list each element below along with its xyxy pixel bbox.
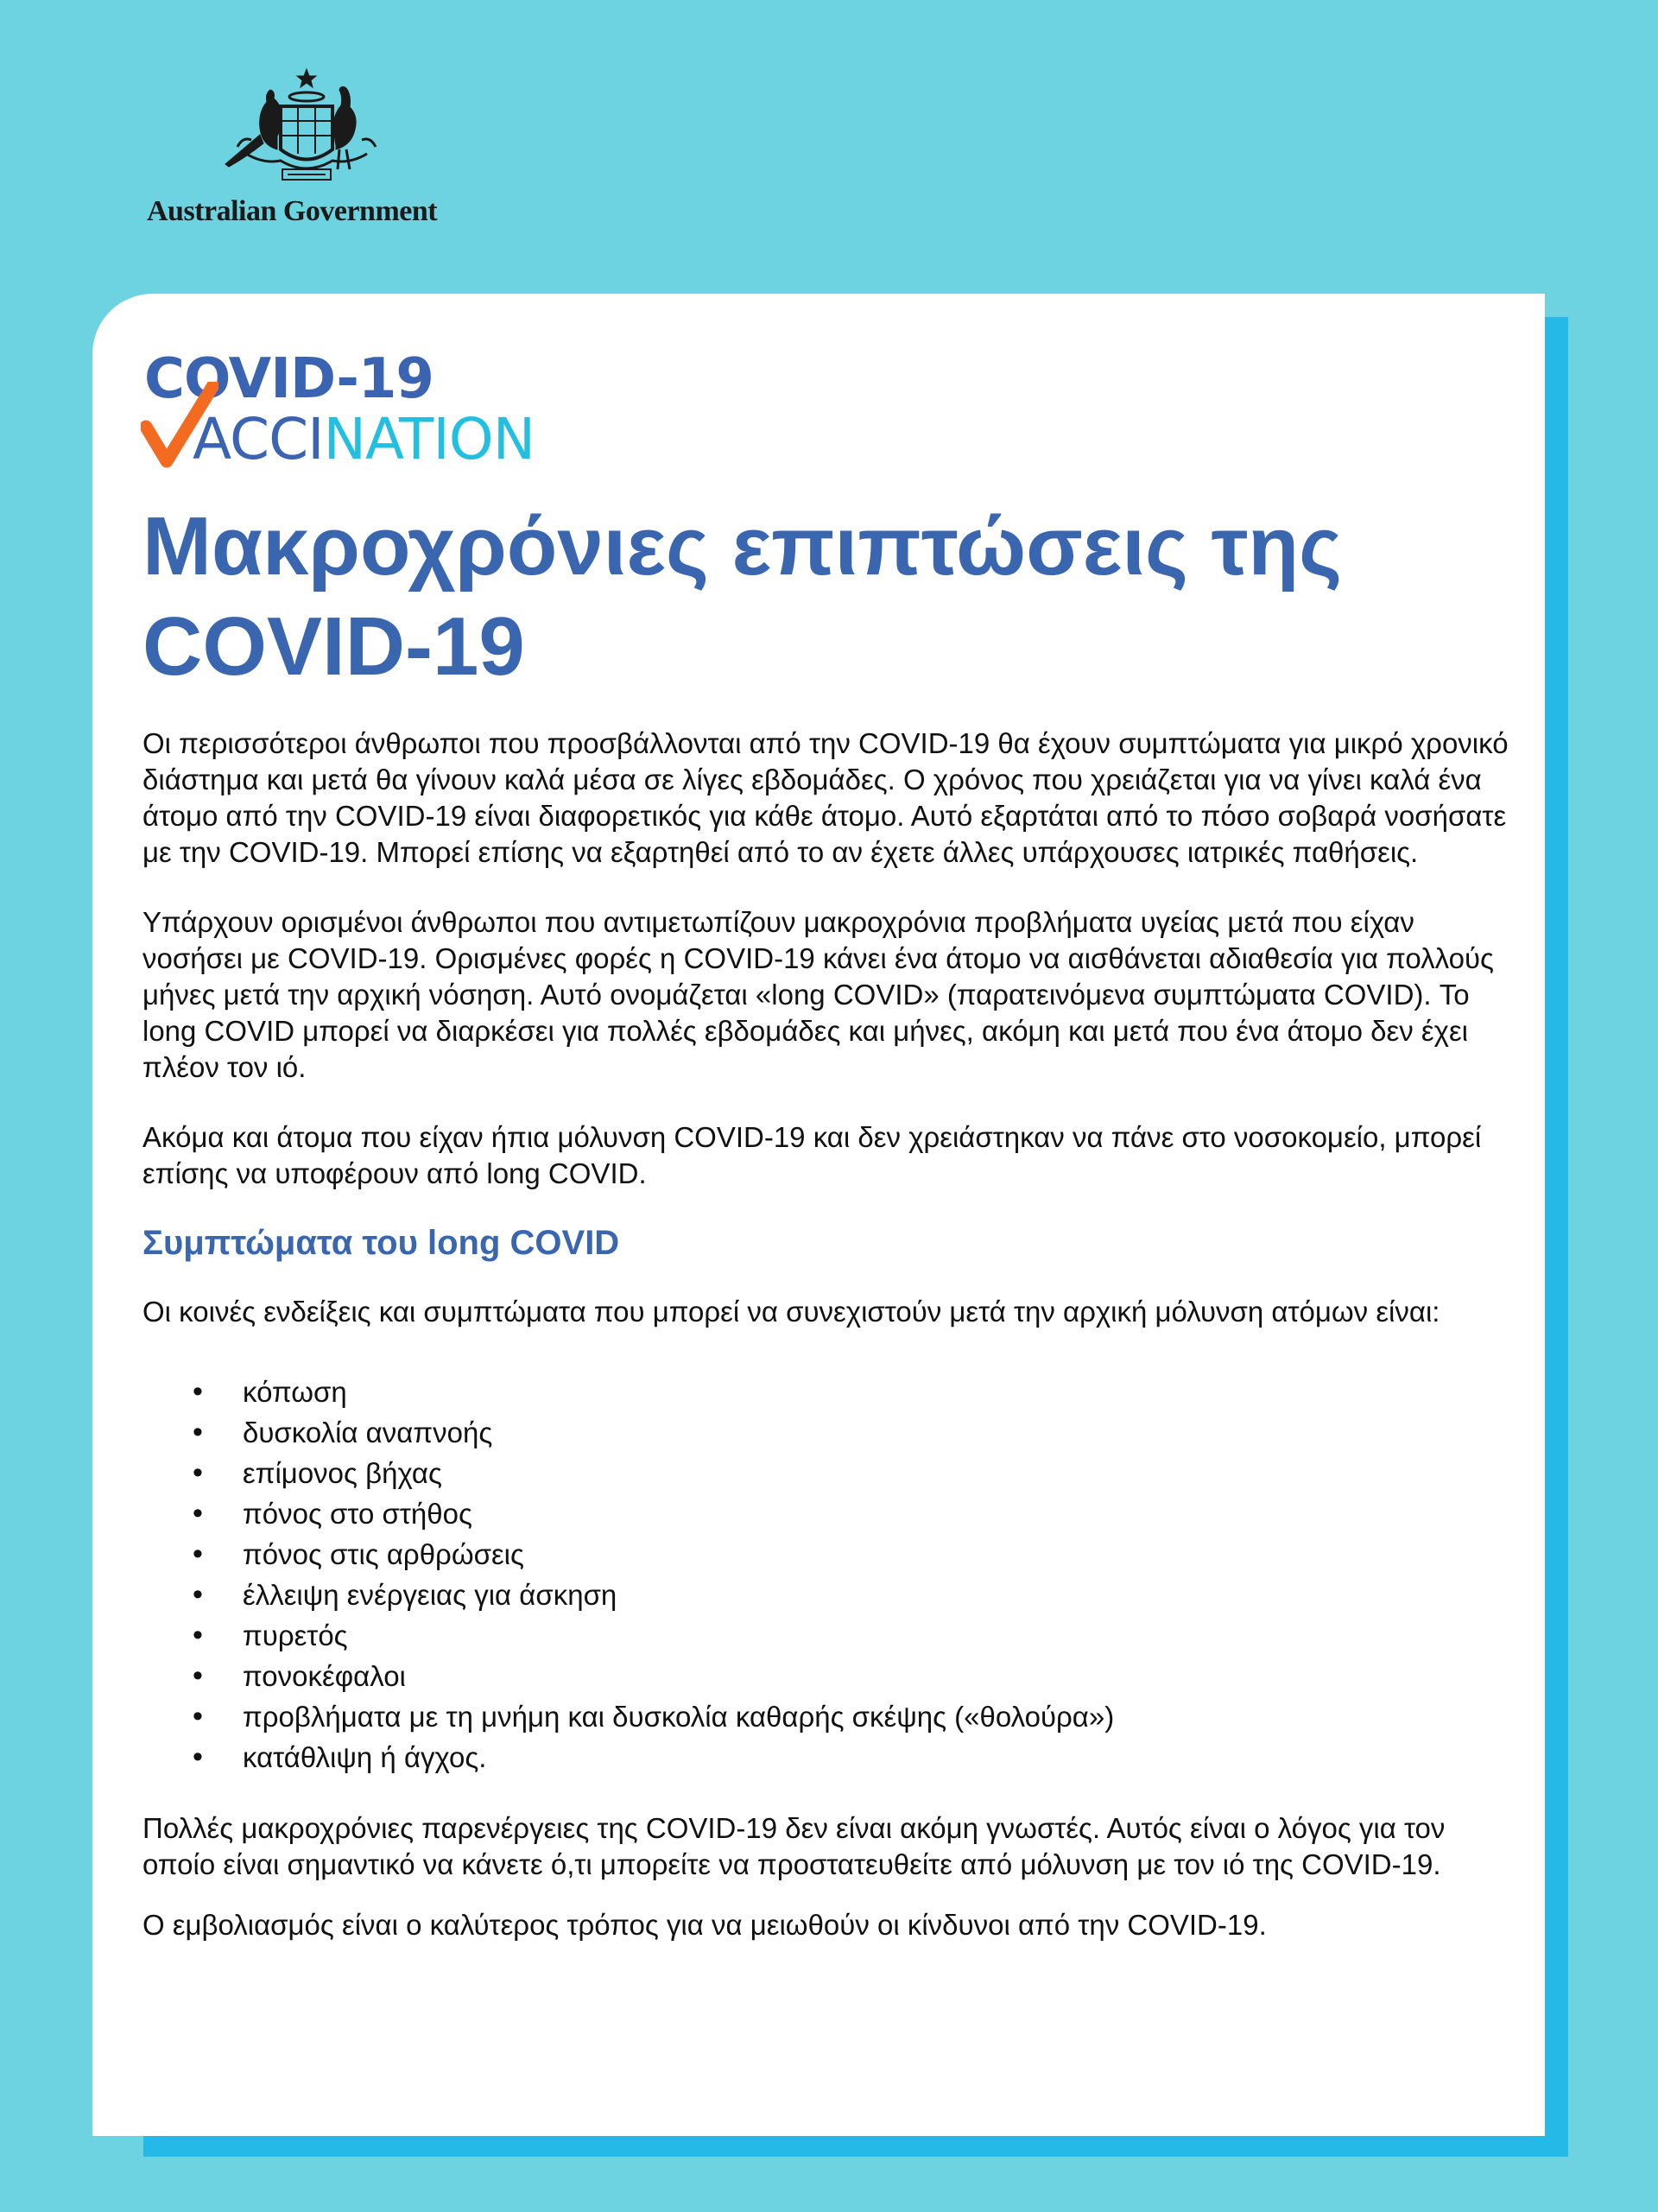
article-body — [142, 726, 1516, 1943]
government-header — [142, 67, 462, 231]
list-item: • πονοκέφαλοι — [243, 1656, 1516, 1696]
section-heading-symptoms: Συμπτώματα του long COVID — [142, 1224, 620, 1262]
paragraph-mild-infection: Ακόμα και άτομα που είχαν ήπια μόλυνση COVID-19 και δεν χρειάστηκαν να πάνε στο νοσοκομείο, μπορεί επίσης να υποφέρουν από long COVID. — [142, 1121, 1482, 1189]
list-item: • επίμονος βήχας — [243, 1453, 1516, 1493]
government-name: Australian Government — [147, 195, 438, 227]
list-item: • πόνος στο στήθος — [243, 1493, 1516, 1534]
list-item: • κόπωση — [243, 1372, 1516, 1412]
list-item: • πόνος στις αρθρώσεις — [243, 1534, 1516, 1575]
logo-line-2-prefix: ACCI — [193, 406, 324, 472]
symptoms-list — [142, 1372, 1516, 1778]
list-item: • έλλειψη ενέργειας για άσκηση — [243, 1575, 1516, 1615]
checkmark-icon — [141, 382, 218, 468]
covid-vaccination-logo — [144, 347, 611, 477]
paragraph-intro: Οι περισσότεροι άνθρωποι που προσβάλλονται από την COVID-19 θα έχουν συμπτώματα για μικρό χρονικό διάστημα και μετά θα γίνουν καλά μέσα σε λίγες εβδομάδες. Ο χρόνος που χρειάζεται για να γίνει καλά ένα άτομο από την COVID-19 είναι διαφορετικός για κάθε άτομο. Αυτό εξαρτάται από το πόσο σοβαρά νοσήσατε με την COVID-19. Μπορεί επίσης να εξαρτηθεί από το αν έχετε άλλες υπάρχουσες ιατρικές παθήσεις. — [142, 727, 1509, 868]
logo-line-2-highlight: NATION — [323, 406, 535, 472]
logo-line-1: COVID-19 — [144, 347, 433, 411]
coat-of-arms-icon — [220, 67, 393, 188]
list-item: • δυσκολία αναπνοής — [243, 1412, 1516, 1453]
paragraph-long-covid: Υπάρχουν ορισμένοι άνθρωποι που αντιμετωπίζουν μακροχρόνια προβλήματα υγείας μετά που είχαν νοσήσει με COVID-19. Ορισμένες φορές η COVID-19 κάνει ένα άτομο να αισθάνεται αδιαθεσία για πολλούς μήνες μετά την αρχική νόσηση. Αυτό ονομάζεται «long COVID» (παρατεινόμενα συμπτώματα COVID). Το long COVID μπορεί να διαρκέσει για πολλές εβδομάδες και μήνες, ακόμη και μετά που ένα άτομο δεν έχει πλέον τον ιό. — [142, 906, 1494, 1083]
paragraph-unknown-effects: Πολλές μακροχρόνιες παρενέργειες της COVID-19 δεν είναι ακόμη γνωστές. Αυτός είναι ο λόγος για τον οποίο είναι σημαντικό να κάνετε ό,τι μπορείτε να προστατευθείτε από μόλυνση με τον ιό της COVID-19. — [142, 1812, 1446, 1880]
content-card — [92, 294, 1545, 2136]
paragraph-symptoms-intro: Οι κοινές ενδείξεις και συμπτώματα που μπορεί να συνεχιστούν μετά την αρχική μόλυνση ατόμων είναι: — [142, 1296, 1440, 1328]
list-item: • κατάθλιψη ή άγχος. — [243, 1737, 1516, 1778]
paragraph-vaccination: Ο εμβολιασμός είναι ο καλύτερος τρόπος για να μειωθούν οι κίνδυνοι από την COVID-19. — [142, 1909, 1267, 1941]
page-title: Μακροχρόνιες επιπτώσεις της COVID-19 — [142, 500, 1342, 693]
list-item: • πυρετός — [243, 1615, 1516, 1656]
list-item: • προβλήματα με τη μνήμη και δυσκολία καθαρής σκέψης («θολούρα») — [243, 1696, 1516, 1737]
